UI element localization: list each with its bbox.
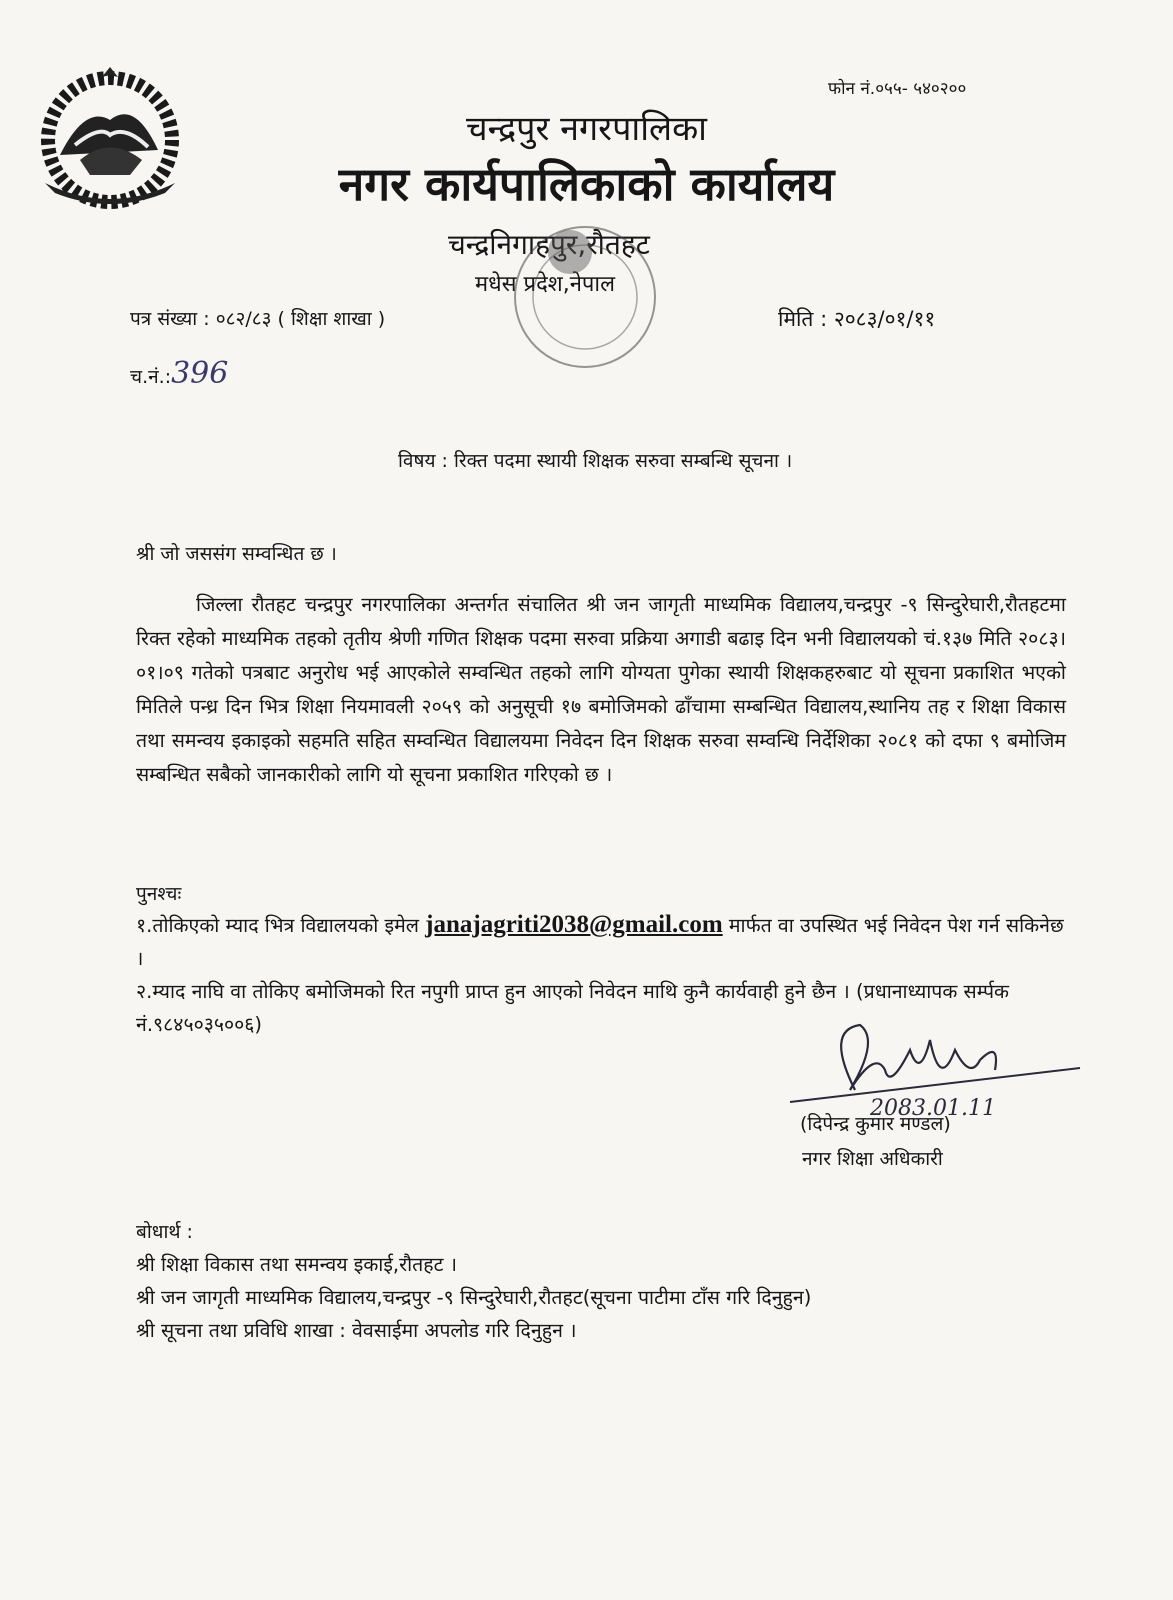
signatory-name: (दिपेन्द्र कुमार मण्डल) [800, 1113, 951, 1135]
dispatch-label: च.नं.: [130, 366, 172, 388]
phone-number: फोन नं.०५५- ५४०२०० [828, 79, 967, 99]
postscript-item-2: २.म्याद नाघि वा तोकिए बमोजिमको रित नपुगी प्राप्त हुन आएको निवेदन माथि कुनै कार्यवाही हुने छैन । (प्रधानाध्यापक सर्म्पक नं.९८४५०३५००६) [136, 980, 1010, 1036]
handwritten-signature [780, 1010, 1090, 1120]
postscript-item-1-text-b: मार्फत वा उपस्थित भई निवेदन पेश गर्न सकिनेछ । [136, 914, 1064, 970]
cc-title: बोधार्थ : [136, 1221, 193, 1243]
subject-line: विषय : रिक्त पदमा स्थायी शिक्षक सरुवा सम्बन्धि सूचना । [398, 450, 793, 472]
body-paragraph: जिल्ला रौतहट चन्द्रपुर नगरपालिका अन्तर्गत संचालित श्री जन जागृती माध्यमिक विद्यालय,चन्द्रपुर -९ सिन्दुरेघारी,रौतहटमा रिक्त रहेको माध्यमिक तहको तृतीय श्रेणी गणित शिक्षक पदमा सरुवा प्रक्रिया अगाडी बढाइ दिन भनी विद्यालयको चं.१३७ मिति २०८३।०१।०९ गतेको पत्रबाट अनुरोध भई आएकोले सम्वन्धित तहको लागि योग्यता पुगेका स्थायी शिक्षकहरुबाट यो सूचना प्रकाशित भएको मितिले पन्ध्र दिन भित्र शिक्षा नियमावली २०५९ को अनुसूची १७ बमोजिमको ढाँचामा सम्बन्धित विद्यालय,स्थानिय तह र शिक्षा विकास तथा समन्वय इकाइको सहमति सहित सम्वन्धित विद्यालयमा निवेदन दिन शिक्षक सरुवा सम्वन्धि निर्देशिका २०८१ को दफा ९ बमोजिम सम्बन्धित सबैको जानकारीको लागि यो सूचना प्रकाशित गरिएको छ । [136, 593, 1066, 786]
dispatch-number-handwritten: 396 [171, 356, 229, 391]
postscript-item-1-text-a: १.तोकिएको म्याद भित्र विद्यालयको इमेल [136, 914, 426, 937]
cc-item: श्री शिक्षा विकास तथा समन्वय इकाई,रौतहट । [136, 1253, 458, 1276]
school-email-link[interactable]: janajagriti2038@gmail.com [425, 911, 723, 938]
signatory-title: नगर शिक्षा अधिकारी [802, 1148, 943, 1170]
letter-number: पत्र संख्या : ०८२/८३ ( शिक्षा शाखा ) [130, 308, 386, 330]
postscript-item-1 [136, 908, 1066, 975]
cc-item: श्री सूचना तथा प्रविधि शाखा : वेवसाईमा अपलोड गरि दिनुहुन । [136, 1319, 577, 1342]
office-name: नगर कार्यपालिकाको कार्यालय [338, 157, 835, 211]
postscript-title: पुनश्चः [136, 883, 182, 905]
cc-item: श्री जन जागृती माध्यमिक विद्यालय,चन्द्रपुर -९ सिन्दुरेघारी,रौतहट(सूचना पाटीमा टाँस गरि दिनुहुन) [136, 1286, 812, 1309]
province-name: मधेस प्रदेश,नेपाल [475, 272, 616, 297]
signature-date: 2083.01.11 [870, 1096, 996, 1120]
office-seal-stamp [500, 212, 670, 382]
municipality-name: चन्द्रपुर नगरपालिका [466, 109, 707, 149]
letter-date: मिति : २०८३/०१/११ [778, 307, 936, 331]
office-location: चन्द्रनिगाहपुर,रौतहट [448, 228, 650, 261]
salutation: श्री जो जससंग सम्वन्धित छ । [136, 543, 337, 565]
dispatch-number [130, 356, 228, 391]
